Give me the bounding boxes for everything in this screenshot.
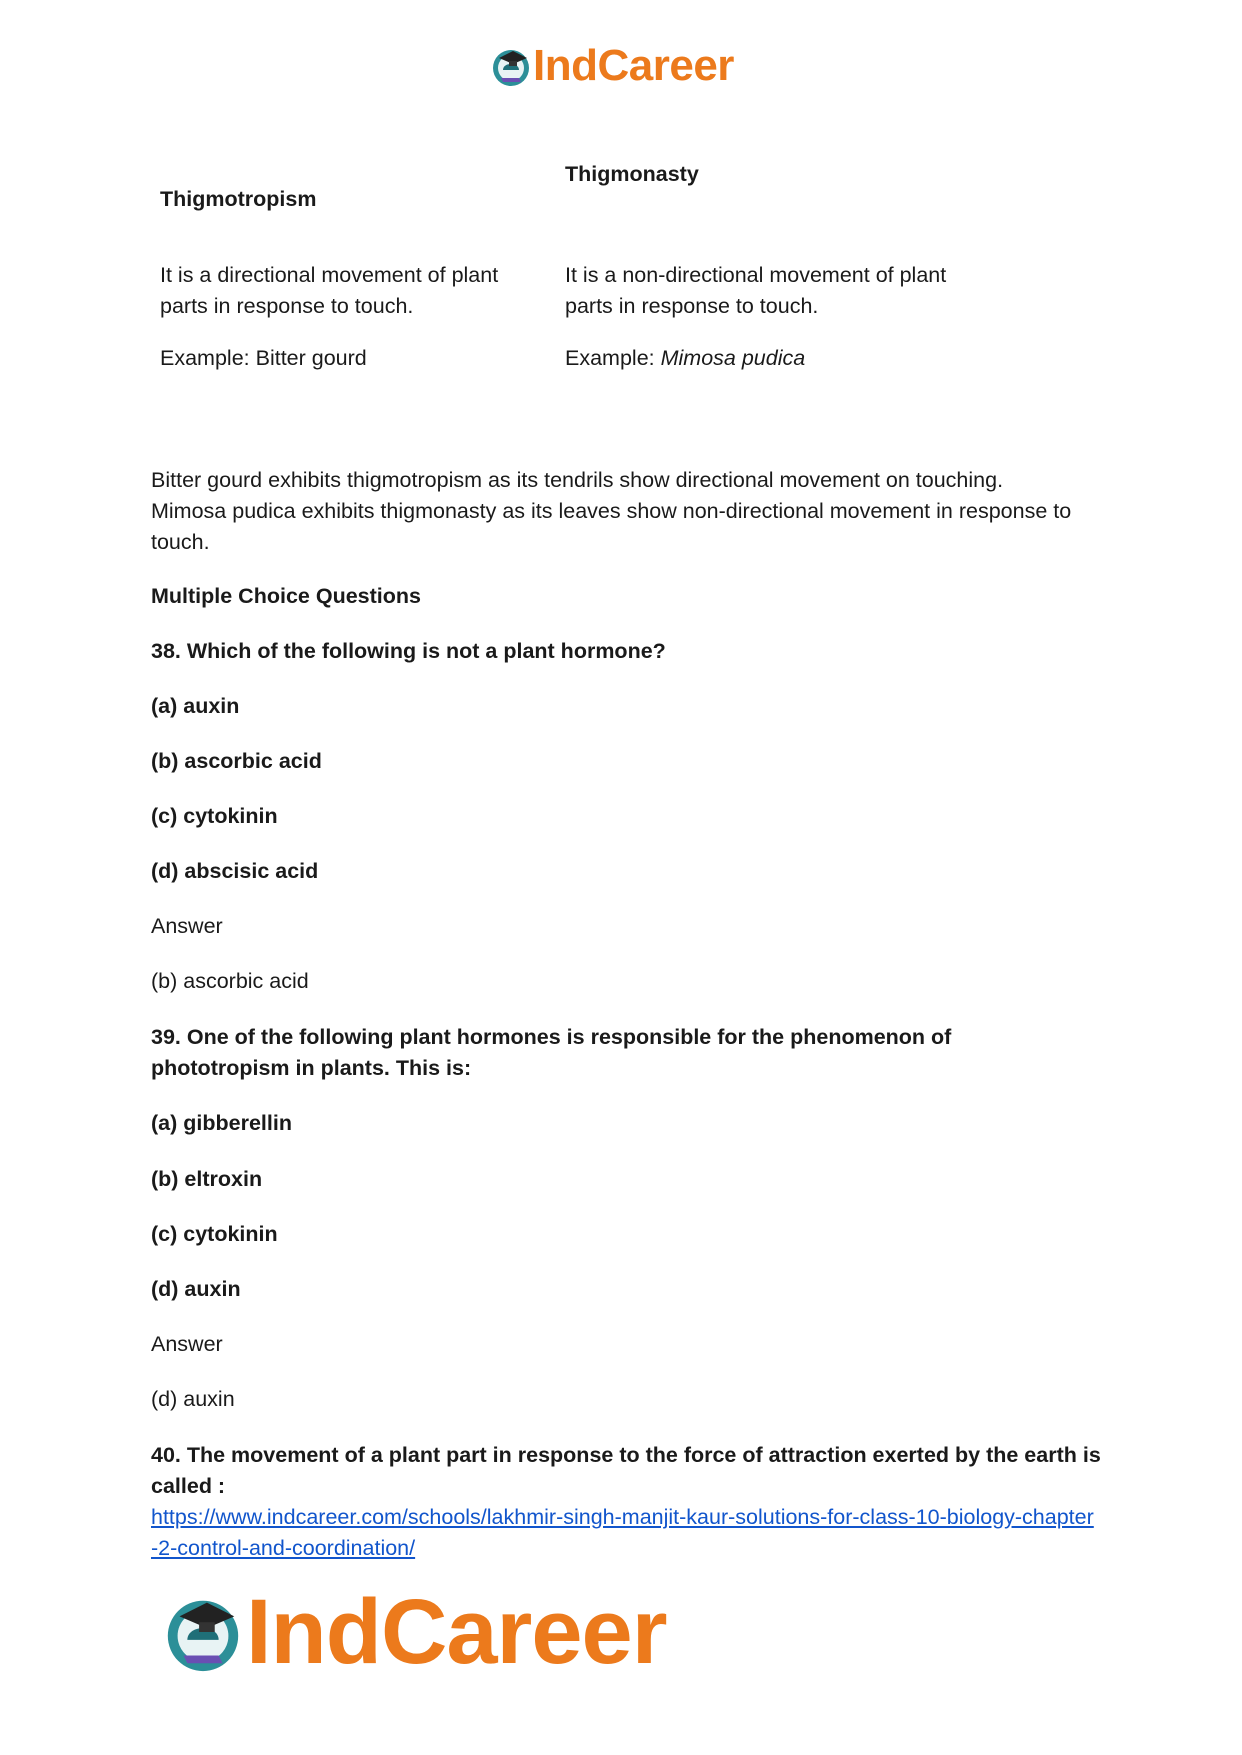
table-header-thigmotropism: Thigmotropism (160, 187, 317, 211)
q39-option-b: (b) eltroxin (151, 1167, 263, 1191)
q38-option-c: (c) cytokinin (151, 804, 278, 828)
example-prefix: Example: (160, 346, 256, 370)
q38-answer: (b) ascorbic acid (151, 969, 309, 993)
indcareer-logo-footer (160, 1582, 667, 1682)
q39-answer-label: Answer (151, 1332, 223, 1356)
question-39: 39. One of the following plant hormones is responsible for the phenomenon of phototropism in plants. This is: (151, 1025, 952, 1080)
explanation-paragraph: Bitter gourd exhibits thigmotropism as its tendrils show directional movement on touching. Mimosa pudica exhibits thigmonasty as its leaves show non-directional movement in response to touch. (151, 468, 1072, 554)
indcareer-logo-header (489, 40, 734, 92)
brand-wordmark: IndCareer (246, 1581, 667, 1683)
graduation-globe-icon (489, 44, 533, 88)
q38-option-d: (d) abscisic acid (151, 859, 319, 883)
example-value-italic: Mimosa pudica (660, 346, 806, 370)
example-prefix: Example: (565, 346, 661, 370)
section-title: Multiple Choice Questions (151, 584, 421, 608)
q39-option-a: (a) gibberellin (151, 1111, 292, 1135)
brand-wordmark: IndCareer (533, 41, 734, 90)
q38-option-a: (a) auxin (151, 694, 240, 718)
source-link[interactable]: https://www.indcareer.com/schools/lakhmir-singh-manjit-kaur-solutions-for-class-10-biology-chapter-2-control-and-coordination/ (151, 1505, 1094, 1560)
table-cell-thigmotropism-example (160, 343, 367, 374)
q39-answer: (d) auxin (151, 1387, 235, 1411)
q39-option-d: (d) auxin (151, 1277, 241, 1301)
graduation-globe-icon (160, 1589, 246, 1675)
table-cell-thigmotropism-desc: It is a directional movement of plant parts in response to touch. (160, 263, 499, 318)
q39-option-c: (c) cytokinin (151, 1222, 278, 1246)
q38-option-b: (b) ascorbic acid (151, 749, 322, 773)
question-38: 38. Which of the following is not a plant hormone? (151, 639, 666, 663)
table-header-thigmonasty: Thigmonasty (565, 162, 699, 186)
table-cell-thigmonasty-desc: It is a non-directional movement of plant parts in response to touch. (565, 263, 947, 318)
example-value: Bitter gourd (255, 346, 367, 370)
q38-answer-label: Answer (151, 914, 223, 938)
question-40: 40. The movement of a plant part in response to the force of attraction exerted by the earth is called : (151, 1443, 1101, 1498)
table-cell-thigmonasty-example (565, 343, 805, 374)
